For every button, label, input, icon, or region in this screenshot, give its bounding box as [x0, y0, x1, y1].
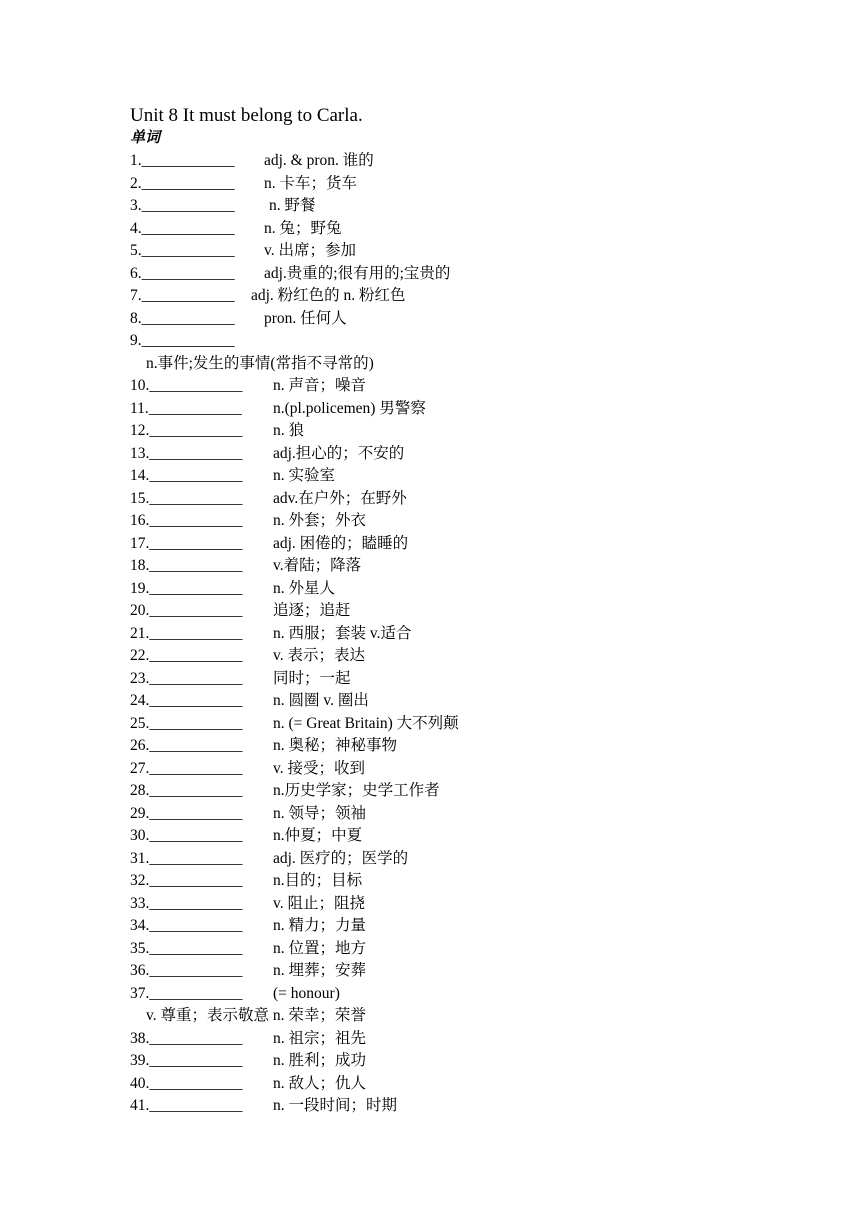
answer-blank[interactable]: ____________: [149, 422, 243, 439]
definition: n. 圆圈 v. 圈出: [273, 692, 369, 709]
answer-blank[interactable]: ____________: [149, 962, 243, 979]
definition: n.仲夏；中夏: [273, 827, 363, 844]
vocab-row: [130, 1073, 830, 1096]
definition: adv.在户外；在野外: [273, 489, 407, 507]
vocab-row: [130, 645, 830, 668]
vocab-row: [130, 173, 830, 196]
item-number: 7.: [130, 287, 142, 304]
vocab-row: [130, 218, 830, 241]
vocab-row: [130, 870, 830, 893]
vocab-row: [130, 960, 830, 983]
answer-blank[interactable]: ____________: [149, 894, 243, 912]
item-number: 26.: [130, 737, 150, 754]
vocab-row: [130, 1095, 830, 1118]
answer-blank[interactable]: ____________: [149, 692, 243, 709]
answer-blank[interactable]: ____________: [141, 152, 235, 169]
item-number: 5.: [130, 242, 142, 259]
answer-blank[interactable]: ____________: [149, 827, 243, 844]
vocab-row: [130, 780, 830, 803]
item-number: 35.: [130, 939, 150, 957]
item-number: 16.: [130, 512, 150, 529]
answer-blank[interactable]: ____________: [141, 219, 235, 237]
item-number: 8.: [130, 309, 142, 327]
answer-blank[interactable]: ____________: [149, 444, 243, 462]
answer-blank[interactable]: ____________: [149, 489, 243, 507]
answer-blank[interactable]: ____________: [149, 534, 243, 552]
item-number: 32.: [130, 872, 150, 889]
definition: n. 领导；领袖: [273, 804, 367, 822]
answer-blank[interactable]: ____________: [141, 174, 235, 192]
vocab-row: [130, 263, 830, 286]
answer-blank[interactable]: ____________: [149, 759, 243, 777]
definition: n.(pl.policemen) 男警察: [273, 399, 426, 417]
page-title: Unit 8 It must belong to Carla.: [130, 105, 363, 126]
definition-continued: v. 尊重；表示敬意 n. 荣幸；荣誉: [146, 1007, 366, 1024]
definition: pron. 任何人: [264, 309, 347, 327]
definition: adj. 医疗的；医学的: [273, 849, 409, 867]
vocab-row: [130, 825, 830, 848]
item-number: 29.: [130, 804, 150, 822]
item-number: 38.: [130, 1029, 150, 1047]
vocab-row: [130, 195, 830, 218]
definition: v. 出席；参加: [264, 242, 356, 259]
vocab-row: [130, 398, 830, 421]
vocab-row: [130, 758, 830, 781]
answer-blank[interactable]: ____________: [149, 1052, 243, 1069]
definition: n.目的；目标: [273, 872, 363, 889]
vocab-row: [130, 465, 830, 488]
vocab-row: [130, 533, 830, 556]
vocab-row: [130, 1050, 830, 1073]
worksheet: [130, 104, 830, 1118]
vocab-row: [130, 735, 830, 758]
vocab-row: [130, 1028, 830, 1051]
answer-blank[interactable]: ____________: [149, 804, 243, 822]
definition: v. 阻止；阻挠: [273, 894, 365, 912]
item-number: 14.: [130, 467, 150, 484]
item-number: 9.: [130, 332, 142, 349]
answer-blank[interactable]: ____________: [149, 939, 243, 957]
item-number: 12.: [130, 422, 150, 439]
item-number: 18.: [130, 557, 150, 574]
item-number: 3.: [130, 197, 142, 214]
vocab-row: [130, 600, 830, 623]
item-number: 11.: [130, 399, 149, 417]
section-heading: 单词: [130, 130, 161, 146]
answer-blank[interactable]: ____________: [141, 264, 235, 282]
answer-blank[interactable]: ____________: [149, 647, 243, 664]
answer-blank[interactable]: ____________: [149, 669, 243, 687]
vocab-row: [130, 330, 830, 353]
definition: n. 声音；噪音: [273, 377, 367, 394]
definition: adj. 困倦的；瞌睡的: [273, 534, 409, 552]
definition: n. (= Great Britain) 大不列颠: [273, 714, 459, 732]
item-number: 1.: [130, 152, 142, 169]
vocab-row: [130, 938, 830, 961]
definition: adj.担心的；不安的: [273, 444, 405, 462]
item-number: 24.: [130, 692, 150, 709]
vocab-row: [130, 690, 830, 713]
item-number: 31.: [130, 849, 150, 867]
item-number: 19.: [130, 579, 150, 597]
definition: adj. & pron. 谁的: [264, 152, 374, 169]
definition: n.历史学家；史学工作者: [273, 782, 440, 799]
answer-blank[interactable]: ____________: [149, 872, 243, 889]
item-number: 27.: [130, 759, 150, 777]
answer-blank[interactable]: ____________: [149, 984, 243, 1002]
vocab-row: [130, 555, 830, 578]
answer-blank[interactable]: ____________: [141, 287, 235, 304]
item-number: 37.: [130, 984, 150, 1002]
definition: 追逐；追赶: [273, 602, 351, 619]
definition: n. 敌人；仇人: [273, 1074, 367, 1092]
item-number: 28.: [130, 782, 150, 799]
vocab-row: [130, 308, 830, 331]
definition: n. 奥秘；神秘事物: [273, 737, 398, 754]
item-number: 34.: [130, 917, 150, 934]
vocab-row: [130, 893, 830, 916]
answer-blank[interactable]: ____________: [141, 242, 235, 259]
answer-blank[interactable]: ____________: [149, 849, 243, 867]
item-number: 10.: [130, 377, 150, 394]
vocab-row: [130, 420, 830, 443]
vocab-row-continuation: [130, 1005, 830, 1028]
vocab-row: [130, 915, 830, 938]
definition: n. 胜利；成功: [273, 1052, 367, 1069]
vocab-row: [130, 578, 830, 601]
item-number: 17.: [130, 534, 150, 552]
definition: n. 精力；力量: [273, 917, 367, 934]
definition: n. 外套；外衣: [273, 512, 367, 529]
answer-blank[interactable]: ____________: [141, 332, 235, 349]
answer-blank[interactable]: ____________: [149, 467, 243, 484]
definition: 同时；一起: [273, 669, 351, 687]
item-number: 15.: [130, 489, 150, 507]
item-number: 6.: [130, 264, 142, 282]
answer-blank[interactable]: ____________: [149, 377, 243, 394]
answer-blank[interactable]: ____________: [149, 624, 243, 642]
answer-blank[interactable]: ____________: [149, 714, 243, 732]
answer-blank[interactable]: ____________: [149, 782, 243, 799]
definition: n. 西服；套装 v.适合: [273, 624, 412, 642]
item-number: 40.: [130, 1074, 150, 1092]
definition: n. 狼: [273, 422, 305, 439]
answer-blank[interactable]: ____________: [148, 399, 242, 417]
definition: adj.贵重的;很有用的;宝贵的: [264, 264, 451, 282]
vocab-row: [130, 240, 830, 263]
vocab-row: [130, 848, 830, 871]
definition: n. 实验室: [273, 467, 336, 484]
item-number: 22.: [130, 647, 150, 664]
item-number: 39.: [130, 1052, 150, 1069]
answer-blank[interactable]: ____________: [149, 579, 243, 597]
answer-blank[interactable]: ____________: [149, 737, 243, 754]
vocab-row: [130, 510, 830, 533]
definition: n. 埋葬；安葬: [273, 962, 367, 979]
definition: (= honour): [273, 984, 340, 1002]
vocab-row: [130, 285, 830, 308]
answer-blank[interactable]: ____________: [149, 557, 243, 574]
item-number: 2.: [130, 174, 142, 192]
item-number: 4.: [130, 219, 142, 237]
item-number: 21.: [130, 624, 150, 642]
definition: n. 祖宗；祖先: [273, 1029, 367, 1047]
definition-continued: n.事件;发生的事情(常指不寻常的): [146, 354, 374, 372]
item-number: 41.: [130, 1097, 150, 1114]
vocab-row: [130, 375, 830, 398]
item-number: 20.: [130, 602, 150, 619]
answer-blank[interactable]: ____________: [149, 512, 243, 529]
item-number: 25.: [130, 714, 150, 732]
answer-blank[interactable]: ____________: [149, 1029, 243, 1047]
item-number: 23.: [130, 669, 150, 687]
vocab-row: [130, 983, 830, 1006]
definition: n. 外星人: [273, 579, 336, 597]
definition: v. 表示；表达: [273, 647, 365, 664]
answer-blank[interactable]: ____________: [141, 197, 235, 214]
vocab-row: [130, 623, 830, 646]
answer-blank[interactable]: ____________: [149, 917, 243, 934]
definition: v.着陆；降落: [273, 557, 362, 574]
vocab-row: [130, 443, 830, 466]
definition: n. 兔；野兔: [264, 219, 342, 237]
definition: n. 一段时间；时期: [273, 1097, 398, 1114]
item-number: 33.: [130, 894, 150, 912]
answer-blank[interactable]: ____________: [149, 1074, 243, 1092]
item-number: 36.: [130, 962, 150, 979]
vocab-row: [130, 668, 830, 691]
answer-blank[interactable]: ____________: [141, 309, 235, 327]
vocabulary-list: [130, 150, 830, 1118]
answer-blank[interactable]: ____________: [149, 602, 243, 619]
definition: adj. 粉红色的 n. 粉红色: [251, 287, 406, 304]
vocab-row: [130, 150, 830, 173]
answer-blank[interactable]: ____________: [149, 1097, 243, 1114]
vocab-row: [130, 803, 830, 826]
definition: n. 卡车；货车: [264, 174, 358, 192]
item-number: 13.: [130, 444, 150, 462]
item-number: 30.: [130, 827, 150, 844]
definition: n. 野餐: [269, 197, 316, 214]
definition: n. 位置；地方: [273, 939, 367, 957]
definition: v. 接受；收到: [273, 759, 365, 777]
vocab-row: [130, 713, 830, 736]
vocab-row: [130, 488, 830, 511]
vocab-row-continuation: [130, 353, 830, 376]
